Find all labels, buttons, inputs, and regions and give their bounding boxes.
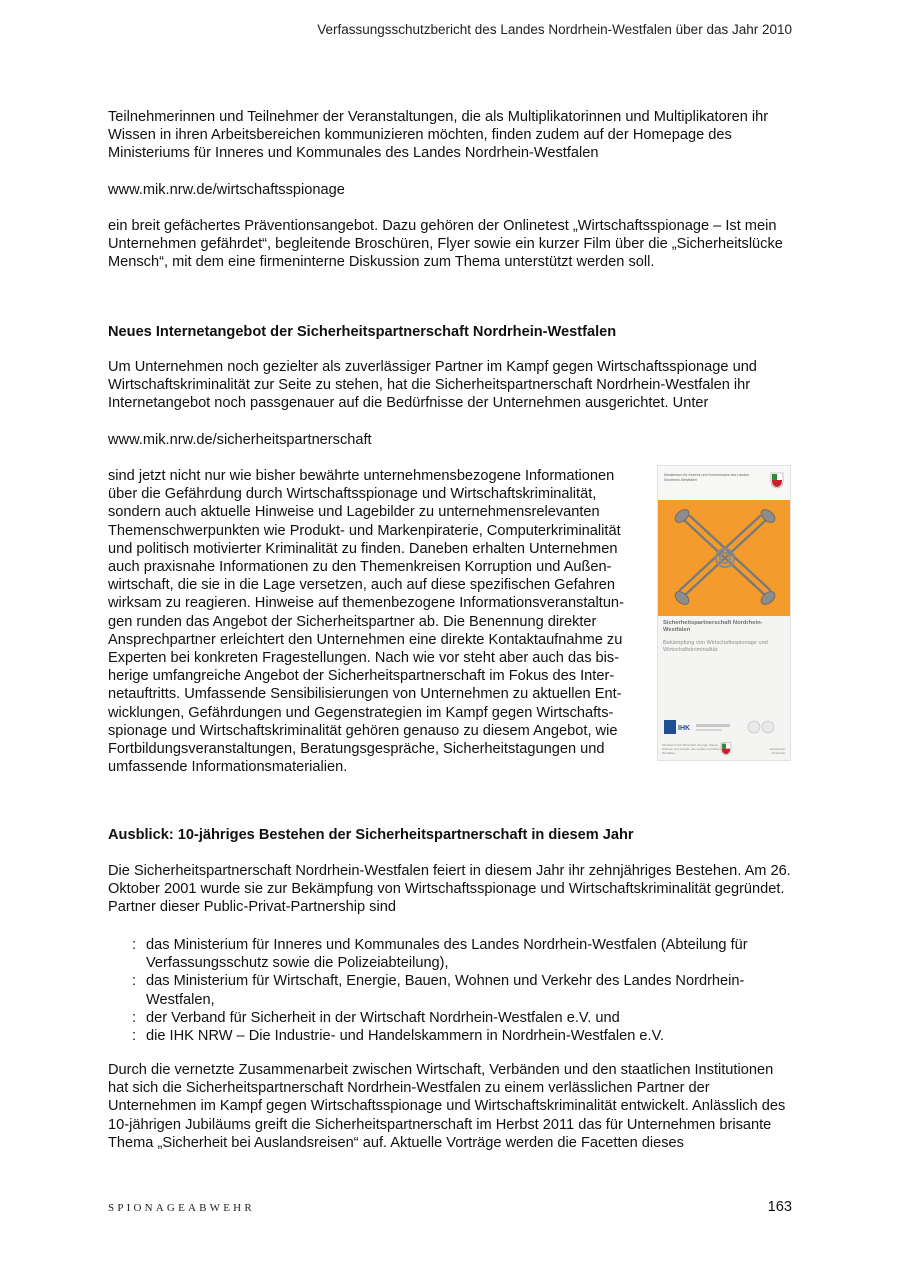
nrw-crest-icon xyxy=(770,472,784,489)
brochure-subtitle: Bekämpfung von Wirtschaftsspionage und Wirtschaftskriminalität xyxy=(663,640,768,653)
footer-section-label: SPIONAGEABWEHR xyxy=(108,1202,255,1214)
ausblick-paragraph-2: Durch die vernetzte Zusammenarbeit zwischen Wirtschaft, Verbänden und den staatlichen Institutionen hat sich die Sicherheitspartnerschaft Nordrhein-Westfalen zu einem verlässlichen Partner der Unternehmen im Kampf gegen Wirtschaftsspionage und Wirtschaftskriminalität entwickelt. Anlässlich des 10-jährigen Jubiläums greift die Sicherheitspartnerschaft im Herbst 2011 das für Unternehmen brisante Thema „Sicherheit bei Auslandsreisen“ auf. Aktuelle Vorträge werden die Facetten dieses xyxy=(108,1062,786,1151)
bullet-mark: : xyxy=(132,1009,137,1026)
list-item-text: der Verband für Sicherheit in der Wirtschaft Nordrhein-Westfalen e.V. und xyxy=(146,1009,620,1026)
list-item xyxy=(108,936,792,972)
list-item xyxy=(108,1027,792,1045)
list-item-text: die IHK NRW – Die Industrie- und Handelskammern in Nordrhein-Westfalen e.V. xyxy=(146,1028,665,1045)
bullet-mark: : xyxy=(132,973,137,990)
brochure-top-band xyxy=(658,466,790,500)
ausblick-paragraph-1: Die Sicherheitspartnerschaft Nordrhein-Westfalen feiert in diesem Jahr ihr zehnjähriges Bestehen. Am 26. Oktober 2001 wurde sie zur Bekämpfung von Wirtschaftsspionage und Wirtschaftskriminalität gegründet. Partner dieser Public-Privat-Partnership sind xyxy=(108,863,791,916)
bullet-mark: : xyxy=(132,937,137,953)
brochure-ministry-text: Ministerium für Inneres und Kommunales des Landes Nordrhein-Westfalen xyxy=(664,473,750,482)
intro-paragraph-1: Teilnehmerinnen und Teilnehmer der Veranstaltungen, die als Multiplikatorinnen und Multiplikatoren ihr Wissen in ihren Arbeitsbereichen kommunizieren möchten, finden zudem auf der Homepage des Ministeriums für Inneres und Kommunales des Landes Nordrhein-Westfalen xyxy=(108,109,769,162)
brochure-cover-image xyxy=(657,465,791,761)
list-item xyxy=(108,1009,792,1027)
intro-url: www.mik.nrw.de/wirtschaftsspionage xyxy=(108,182,345,198)
brochure-title: Sicherheitspartnerschaft Nordrhein-Westfalen xyxy=(663,620,763,633)
page-number: 163 xyxy=(767,1199,792,1215)
section-heading-internetangebot: Neues Internetangebot der Sicherheitspartnerschaft Nordrhein-Westfalen xyxy=(108,324,617,340)
nrw-crest-small-icon xyxy=(720,742,732,756)
list-item xyxy=(108,972,792,1008)
bullet-mark: : xyxy=(132,1028,137,1045)
partner-list xyxy=(108,936,792,1045)
partner-logos-icon xyxy=(662,718,788,738)
internetangebot-paragraph-1: Um Unternehmen noch gezielter als zuverlässiger Partner im Kampf gegen Wirtschaftsspionage und Wirtschaftskriminalität zur Seite zu stehen, hat die Sicherheitspartnerschaft Nordrhein-Westfalen ihr Internetangebot noch passgenauer auf die Bedürfnisse der Unternehmen ausgerichtet. Unter xyxy=(108,359,757,412)
intro-paragraph-2: ein breit gefächertes Präventionsangebot. Dazu gehören der Onlinetest „Wirtschaftsspionage – Ist mein Unternehmen gefährdet“, begleitende Broschüren, Flyer sowie ein kurzer Film über die „Sicherheitslücke Mensch“, mit dem eine firmeninterne Diskussion zum Thema unterstützt werden soll. xyxy=(108,218,783,271)
brochure-orange-panel xyxy=(658,500,790,616)
internetangebot-url: www.mik.nrw.de/sicherheitspartnerschaft xyxy=(108,432,372,448)
internetangebot-paragraph-2: sind jetzt nicht nur wie bisher bewährte unternehmensbezogene Informationen über die Gefährdung durch Wirtschaftsspionage und Wirtschaftskriminalität, sondern auch aktuelle Hinweise und Lagebilder zu unternehmensrelevanten Themenschwerpunkten wie Produkt- und Markenpiraterie, Computerkriminalität und politisch motivierter Kriminalität zu finden. Daneben erhalten Unternehmen auch praxisnahe Informationen zu den Themenkreisen Korruption und Außenwirtschaft, die sie in die Lage versetzen, auch auf diese spezifischen Gefahren wirksam zu reagieren. Hinweise auf themenbezogene Informationsveranstaltungen runden das Angebot der Sicherheitspartner ab. Die Benennung direkter Ansprechpartner erleichtert den Unternehmen eine direkte Kontaktaufnahme zu Experten bei konkreten Fragestellungen. Nach wie vor steht aber auch das bisherige umfangreiche Angebot der Sicherheitspartnerschaft im Fokus des Internetauftritts. Umfassende Sensibilisierungen von Unternehmen zu aktuellen Entwicklungen, Gefährdungen und Gegenstrategien im Kampf gegen Wirtschaftsspionage und Wirtschaftskriminalität gehören genauso zu diesem Angebot, wie Fortbildungsveranstaltungen, Beratungsgespräche, Sicherheitstagungen und umfassende Informationsmaterialien. xyxy=(108,468,624,776)
brochure-footer-right: Verband für Sicherheit xyxy=(769,747,785,755)
safety-pins-icon xyxy=(670,506,780,610)
section-heading-ausblick: Ausblick: 10-jähriges Bestehen der Sicherheitspartnerschaft in diesem Jahr xyxy=(108,827,634,843)
ihk-logo-text: IHK xyxy=(678,725,691,732)
list-item-text: das Ministerium für Wirtschaft, Energie, Bauen, Wohnen und Verkehr des Landes Nordrhein-Westfalen, xyxy=(146,973,745,1008)
running-header: Verfassungsschutzbericht des Landes Nordrhein-Westfalen über das Jahr 2010 xyxy=(317,22,792,37)
list-item-text: das Ministerium für Inneres und Kommunales des Landes Nordrhein-Westfalen (Abteilung für Verfassungsschutz sowie die Polizeiabteilung), xyxy=(146,937,748,972)
brochure-footer-ministry: Ministerium für Wirtschaft, Energie, Bauen, Wohnen und Verkehr des Landes Nordrhein-Westfalen xyxy=(662,743,722,755)
